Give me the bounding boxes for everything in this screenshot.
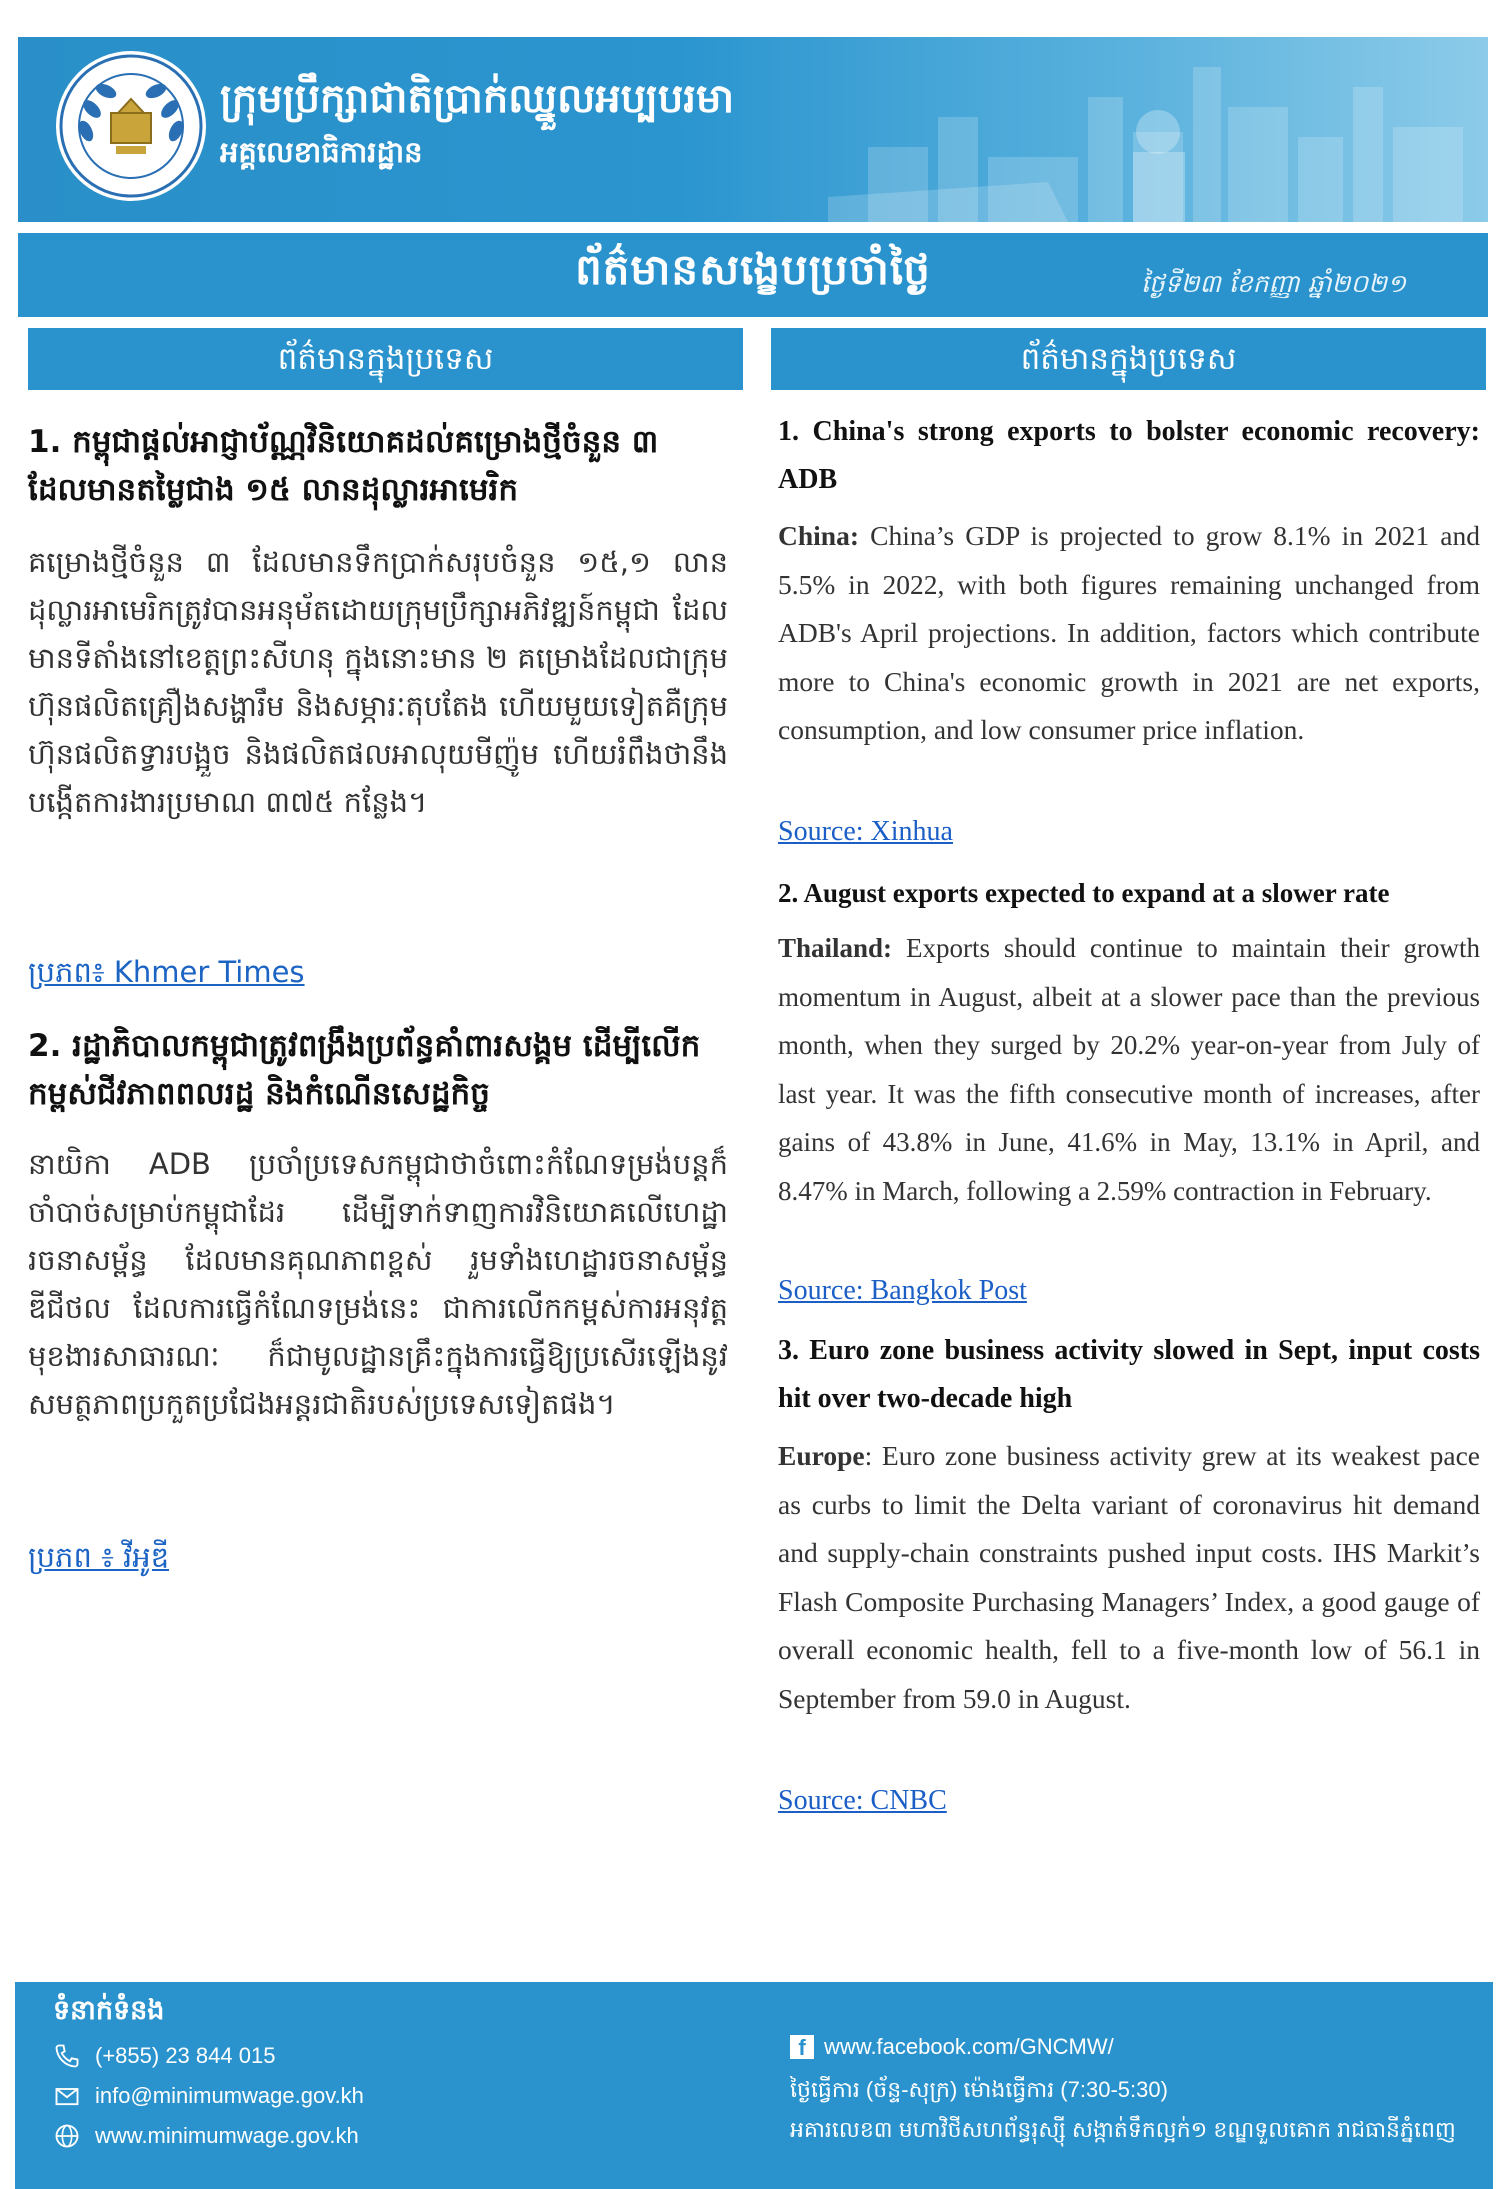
news-body-text: : Euro zone business activity grew at its weakest pace as curbs to limit the Delta variant of coronavirus hit demand and supply-chain constraints pushed input costs. IHS Markit’s Flash Composite Purchasing Managers’ Index, a good gauge of overall economic health, fell to a five-month low of 56.1 in September from 59.0 in August. <box>778 1440 1480 1714</box>
news-body: នាយិកា ADB ប្រចាំប្រទេសកម្ពុជាថាចំពោះកំណែទម្រង់បន្តក៏ចាំបាច់សម្រាប់កម្ពុជាដែរ ដើម្បីទាក់ទាញការវិនិយោគលើហេដ្ឋារចនាសម្ព័ន្ធ ដែលមានគុណភាពខ្ពស់ រួមទាំងហេដ្ឋារចនាសម្ព័ន្ធ ឌីជីថល ដែលការធ្វើកំណែទម្រង់នេះ ជាការលើកកម្ពស់ការអនុវត្តមុខងារសាធារណៈ ក៏ជាមូលដ្ឋានគ្រឹះក្នុងការធ្វើឱ្យប្រសើរឡើងនូវសមត្ថភាពប្រកួតប្រជែងអន្តរជាតិរបស់ប្រទេសទៀតផង។ <box>28 1147 728 1421</box>
news-region-label: Europe <box>778 1440 865 1471</box>
publication-date: ថ្ងៃទី២៣ ខែកញ្ញា ឆ្នាំ២០២១ <box>1140 269 1406 298</box>
facebook-url: www.facebook.com/GNCMW/ <box>824 2034 1114 2059</box>
section-header-domestic: ព័ត៌មានក្នុងប្រទេស <box>28 328 743 390</box>
contact-phone[interactable] <box>53 2042 275 2070</box>
news-body-text: China’s GDP is projected to grow 8.1% in 2021 and 5.5% in 2022, with both figures remaining unchanged from ADB's April projections. In addition, factors which contribute more to China's economic growth in 2021 are net exports, consumption, and low consumer price inflation. <box>778 520 1480 745</box>
city-port-illustration <box>828 37 1488 222</box>
globe-icon <box>53 2122 81 2150</box>
news-body: គម្រោងថ្មីចំនួន ៣ ដែលមានទឹកប្រាក់សរុបចំនួន ១៥,១ លានដុល្លារអាមេរិកត្រូវបានអនុម័តដោយក្រុមប្រឹក្សាអភិវឌ្ឍន៍កម្ពុជា ដែលមានទីតាំងនៅខេត្តព្រះសីហនុ ក្នុងនោះមាន ២ គម្រោងដែលជាក្រុមហ៊ុនផលិតគ្រឿងសង្ហារឹម និងសម្ភារៈតុបតែង ហើយមួយទៀតគឺក្រុមហ៊ុនផលិតទ្វារបង្អួច និងផលិតផលអាលុយមីញ៉ូម ហើយរំពឹងថានឹងបង្កើតការងារប្រមាណ ៣៧៥ កន្លែង។ <box>28 545 728 819</box>
news-body <box>778 1432 1480 1723</box>
facebook-icon: f <box>790 2035 814 2059</box>
news-source-link[interactable]: Source: Xinhua <box>778 816 953 847</box>
news-body-text: Exports should continue to maintain their growth momentum in August, albeit at a slower pace than the previous month, when they surged by 20.2% year-on-year from July of last year. It was the fifth consecutive month of increases, after gains of 43.8% in June, 41.6% in May, 13.1% in April, and 8.47% in March, following a 2.59% contraction in February. <box>778 933 1480 1206</box>
news-source-link[interactable]: Source: Bangkok Post <box>778 1275 1027 1306</box>
phone-number: (+855) 23 844 015 <box>95 2043 276 2068</box>
news-body <box>778 512 1480 755</box>
page-title: ព័ត៌មានសង្ខេបប្រចាំថ្ងៃ <box>575 245 931 294</box>
news-headline: 1. China's strong exports to bolster economic recovery: ADB <box>778 416 1480 495</box>
website-url: www.minimumwage.gov.kh <box>95 2123 359 2148</box>
footer <box>15 1982 1493 2189</box>
news-headline: 3. Euro zone business activity slowed in Sept, input costs hit over two-decade high <box>778 1335 1480 1414</box>
email-icon <box>53 2082 81 2110</box>
news-source-link[interactable]: Source: CNBC <box>778 1785 947 1816</box>
header-banner <box>18 37 1488 222</box>
news-region-label: Thailand: <box>778 933 893 963</box>
news-source-link[interactable]: ប្រភព ៖ វីអូឌី <box>28 1540 170 1574</box>
organization-department: អគ្គលេខាធិការដ្ឋាន <box>220 135 423 169</box>
organization-name: ក្រុមប្រឹក្សាជាតិប្រាក់ឈ្នួលអប្បបរមា <box>220 76 735 122</box>
news-headline: 2. August exports expected to expand at a slower rate <box>778 878 1390 908</box>
council-logo <box>56 51 206 201</box>
news-body <box>778 924 1480 1215</box>
contact-facebook[interactable] <box>790 2034 1114 2060</box>
section-header-international: ព័ត៌មានក្នុងប្រទេស <box>771 328 1486 390</box>
title-bar <box>18 233 1488 317</box>
news-headline: 2. រដ្ឋាភិបាលកម្ពុជាត្រូវពង្រឹងប្រព័ន្ធគាំពារសង្គម ដើម្បីលើកកម្ពស់ជីវភាពពលរដ្ឋ និងកំណើនសេដ្ឋកិច្ច <box>28 1028 701 1112</box>
contact-website[interactable] <box>53 2122 359 2150</box>
email-address: info@minimumwage.gov.kh <box>95 2083 364 2108</box>
news-headline: 1. កម្ពុជាផ្តល់អាជ្ញាប័ណ្ណវិនិយោគដល់គម្រោងថ្មីចំនួន ៣ ដែលមានតម្លៃជាង ១៥ លានដុល្លារអាមេរិក <box>28 424 659 508</box>
office-address: អគារលេខ៣ មហាវិថីសហព័ន្ធរុស្ស៊ី សង្កាត់ទឹកល្អក់១ ខណ្ឌទួលគោក រាជធានីភ្នំពេញ <box>790 2117 1456 2142</box>
contact-email[interactable] <box>53 2082 364 2110</box>
news-region-label: China: <box>778 520 859 551</box>
contact-title: ទំនាក់ទំនង <box>53 1995 165 2026</box>
working-hours: ថ្ងៃធ្វើការ (ច័ន្ទ-សុក្រ) ម៉ោងធ្វើការ (7:30-5:30) <box>790 2077 1168 2102</box>
laurel-emblem-icon <box>56 51 206 201</box>
phone-icon <box>53 2042 81 2070</box>
news-source-link[interactable]: ប្រភព៖ Khmer Times <box>28 955 305 989</box>
